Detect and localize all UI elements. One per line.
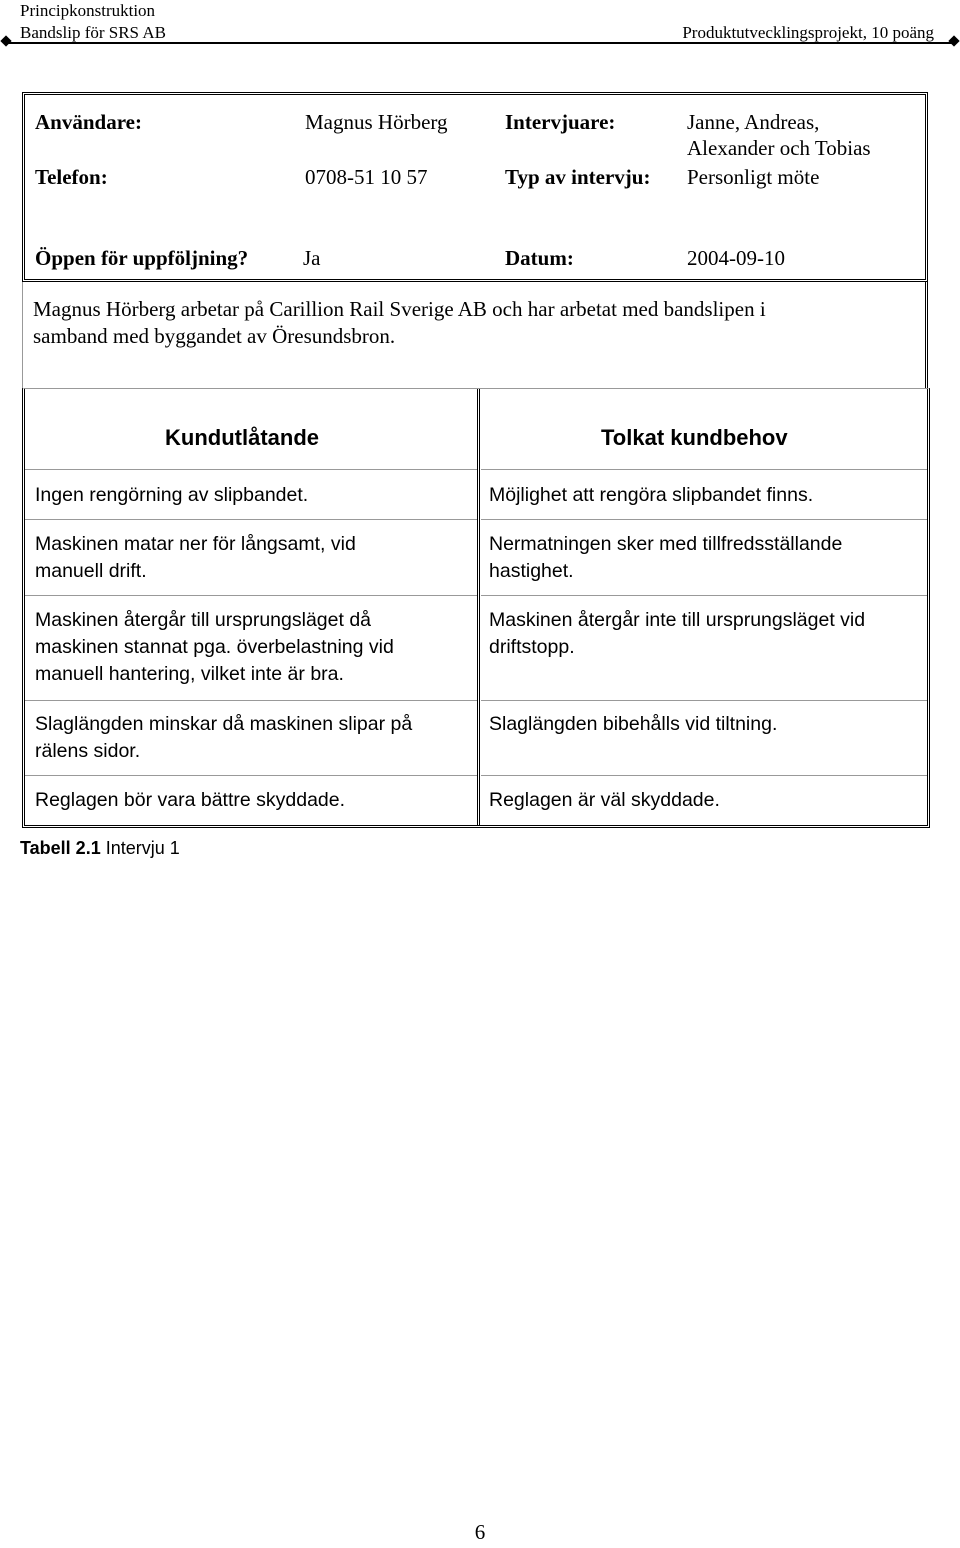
header-course: Produktutvecklingsprojekt, 10 poäng <box>682 23 934 42</box>
date-label: Datum: <box>505 246 574 270</box>
interpreted-need <box>489 531 842 585</box>
need-line: Nermatningen sker med tillfredsställande <box>489 533 843 555</box>
header-title: Principkonstruktion <box>20 1 156 20</box>
interview-info-box <box>22 92 928 282</box>
need-line: Maskinen återgår inte till ursprungsläget vid <box>489 609 866 631</box>
interviewer-label: Intervjuare: <box>505 110 616 134</box>
row-separator <box>481 595 927 596</box>
interpreted-need <box>489 482 813 509</box>
statement-line: Maskinen återgår till ursprungsläget då <box>35 609 372 631</box>
interpreted-need <box>489 787 720 814</box>
interviewer-value-cont: Alexander och Tobias <box>687 136 871 160</box>
interpreted-need <box>489 711 777 738</box>
customer-statement <box>35 531 356 585</box>
row-separator <box>481 775 927 776</box>
header-rule <box>6 42 954 44</box>
need-line: driftstopp. <box>489 636 575 658</box>
row-separator <box>481 519 927 520</box>
statement-line: Maskinen matar ner för långsamt, vid <box>35 533 356 555</box>
interviewee-description <box>33 296 905 350</box>
statement-line: manuell hantering, vilket inte är bra. <box>35 663 344 685</box>
customer-statement <box>35 711 412 765</box>
interpreted-need <box>489 607 865 661</box>
caption-label: Tabell 2.1 <box>20 838 101 858</box>
header-rule-right-diamond-icon <box>948 35 959 46</box>
interview-type-value: Personligt möte <box>687 165 820 189</box>
statement-line: Reglagen bör vara bättre skyddade. <box>35 789 346 811</box>
customer-needs-table <box>22 388 930 828</box>
column-header-customer-statement: Kundutlåtande <box>165 425 319 450</box>
header-subtitle: Bandslip för SRS AB <box>20 23 166 42</box>
column-divider <box>477 389 480 825</box>
user-value: Magnus Hörberg <box>305 110 448 134</box>
phone-value: 0708-51 10 57 <box>305 165 428 189</box>
row-separator <box>25 700 477 701</box>
date-value: 2004-09-10 <box>687 246 785 270</box>
row-separator <box>25 469 477 470</box>
statement-line: maskinen stannat pga. överbelastning vid <box>35 636 394 658</box>
customer-statement <box>35 482 308 509</box>
need-line: Möjlighet att rengöra slipbandet finns. <box>489 484 814 506</box>
interviewer-value: Janne, Andreas, <box>687 110 820 134</box>
customer-statement <box>35 787 345 814</box>
statement-line: Slaglängden minskar då maskinen slipar på <box>35 713 413 735</box>
phone-label: Telefon: <box>35 165 108 189</box>
interviewee-description-box <box>22 282 928 388</box>
row-separator <box>25 775 477 776</box>
statement-line: manuell drift. <box>35 560 147 582</box>
row-separator <box>481 700 927 701</box>
row-separator <box>25 595 477 596</box>
statement-line: Ingen rengörning av slipbandet. <box>35 484 309 506</box>
customer-statement <box>35 607 394 688</box>
row-separator <box>25 519 477 520</box>
need-line: hastighet. <box>489 560 574 582</box>
followup-value: Ja <box>303 246 321 270</box>
statement-line: rälens sidor. <box>35 740 141 762</box>
interview-type-label: Typ av intervju: <box>505 165 651 189</box>
description-line: Magnus Hörberg arbetar på Carillion Rail Sverige AB och har arbetat med bandslipen i <box>33 297 766 321</box>
caption-text: Intervju 1 <box>105 838 180 858</box>
description-line: samband med byggandet av Öresundsbron. <box>33 324 396 348</box>
row-separator <box>481 469 927 470</box>
page-header-left <box>20 0 166 44</box>
followup-label: Öppen för uppföljning? <box>35 246 249 270</box>
page-number: 6 <box>474 1520 486 1544</box>
header-rule-left-diamond-icon <box>0 35 11 46</box>
column-header-interpreted-need: Tolkat kundbehov <box>601 425 788 450</box>
need-line: Reglagen är väl skyddade. <box>489 789 720 811</box>
user-label: Användare: <box>35 110 142 134</box>
need-line: Slaglängden bibehålls vid tiltning. <box>489 713 778 735</box>
table-caption <box>20 838 180 859</box>
